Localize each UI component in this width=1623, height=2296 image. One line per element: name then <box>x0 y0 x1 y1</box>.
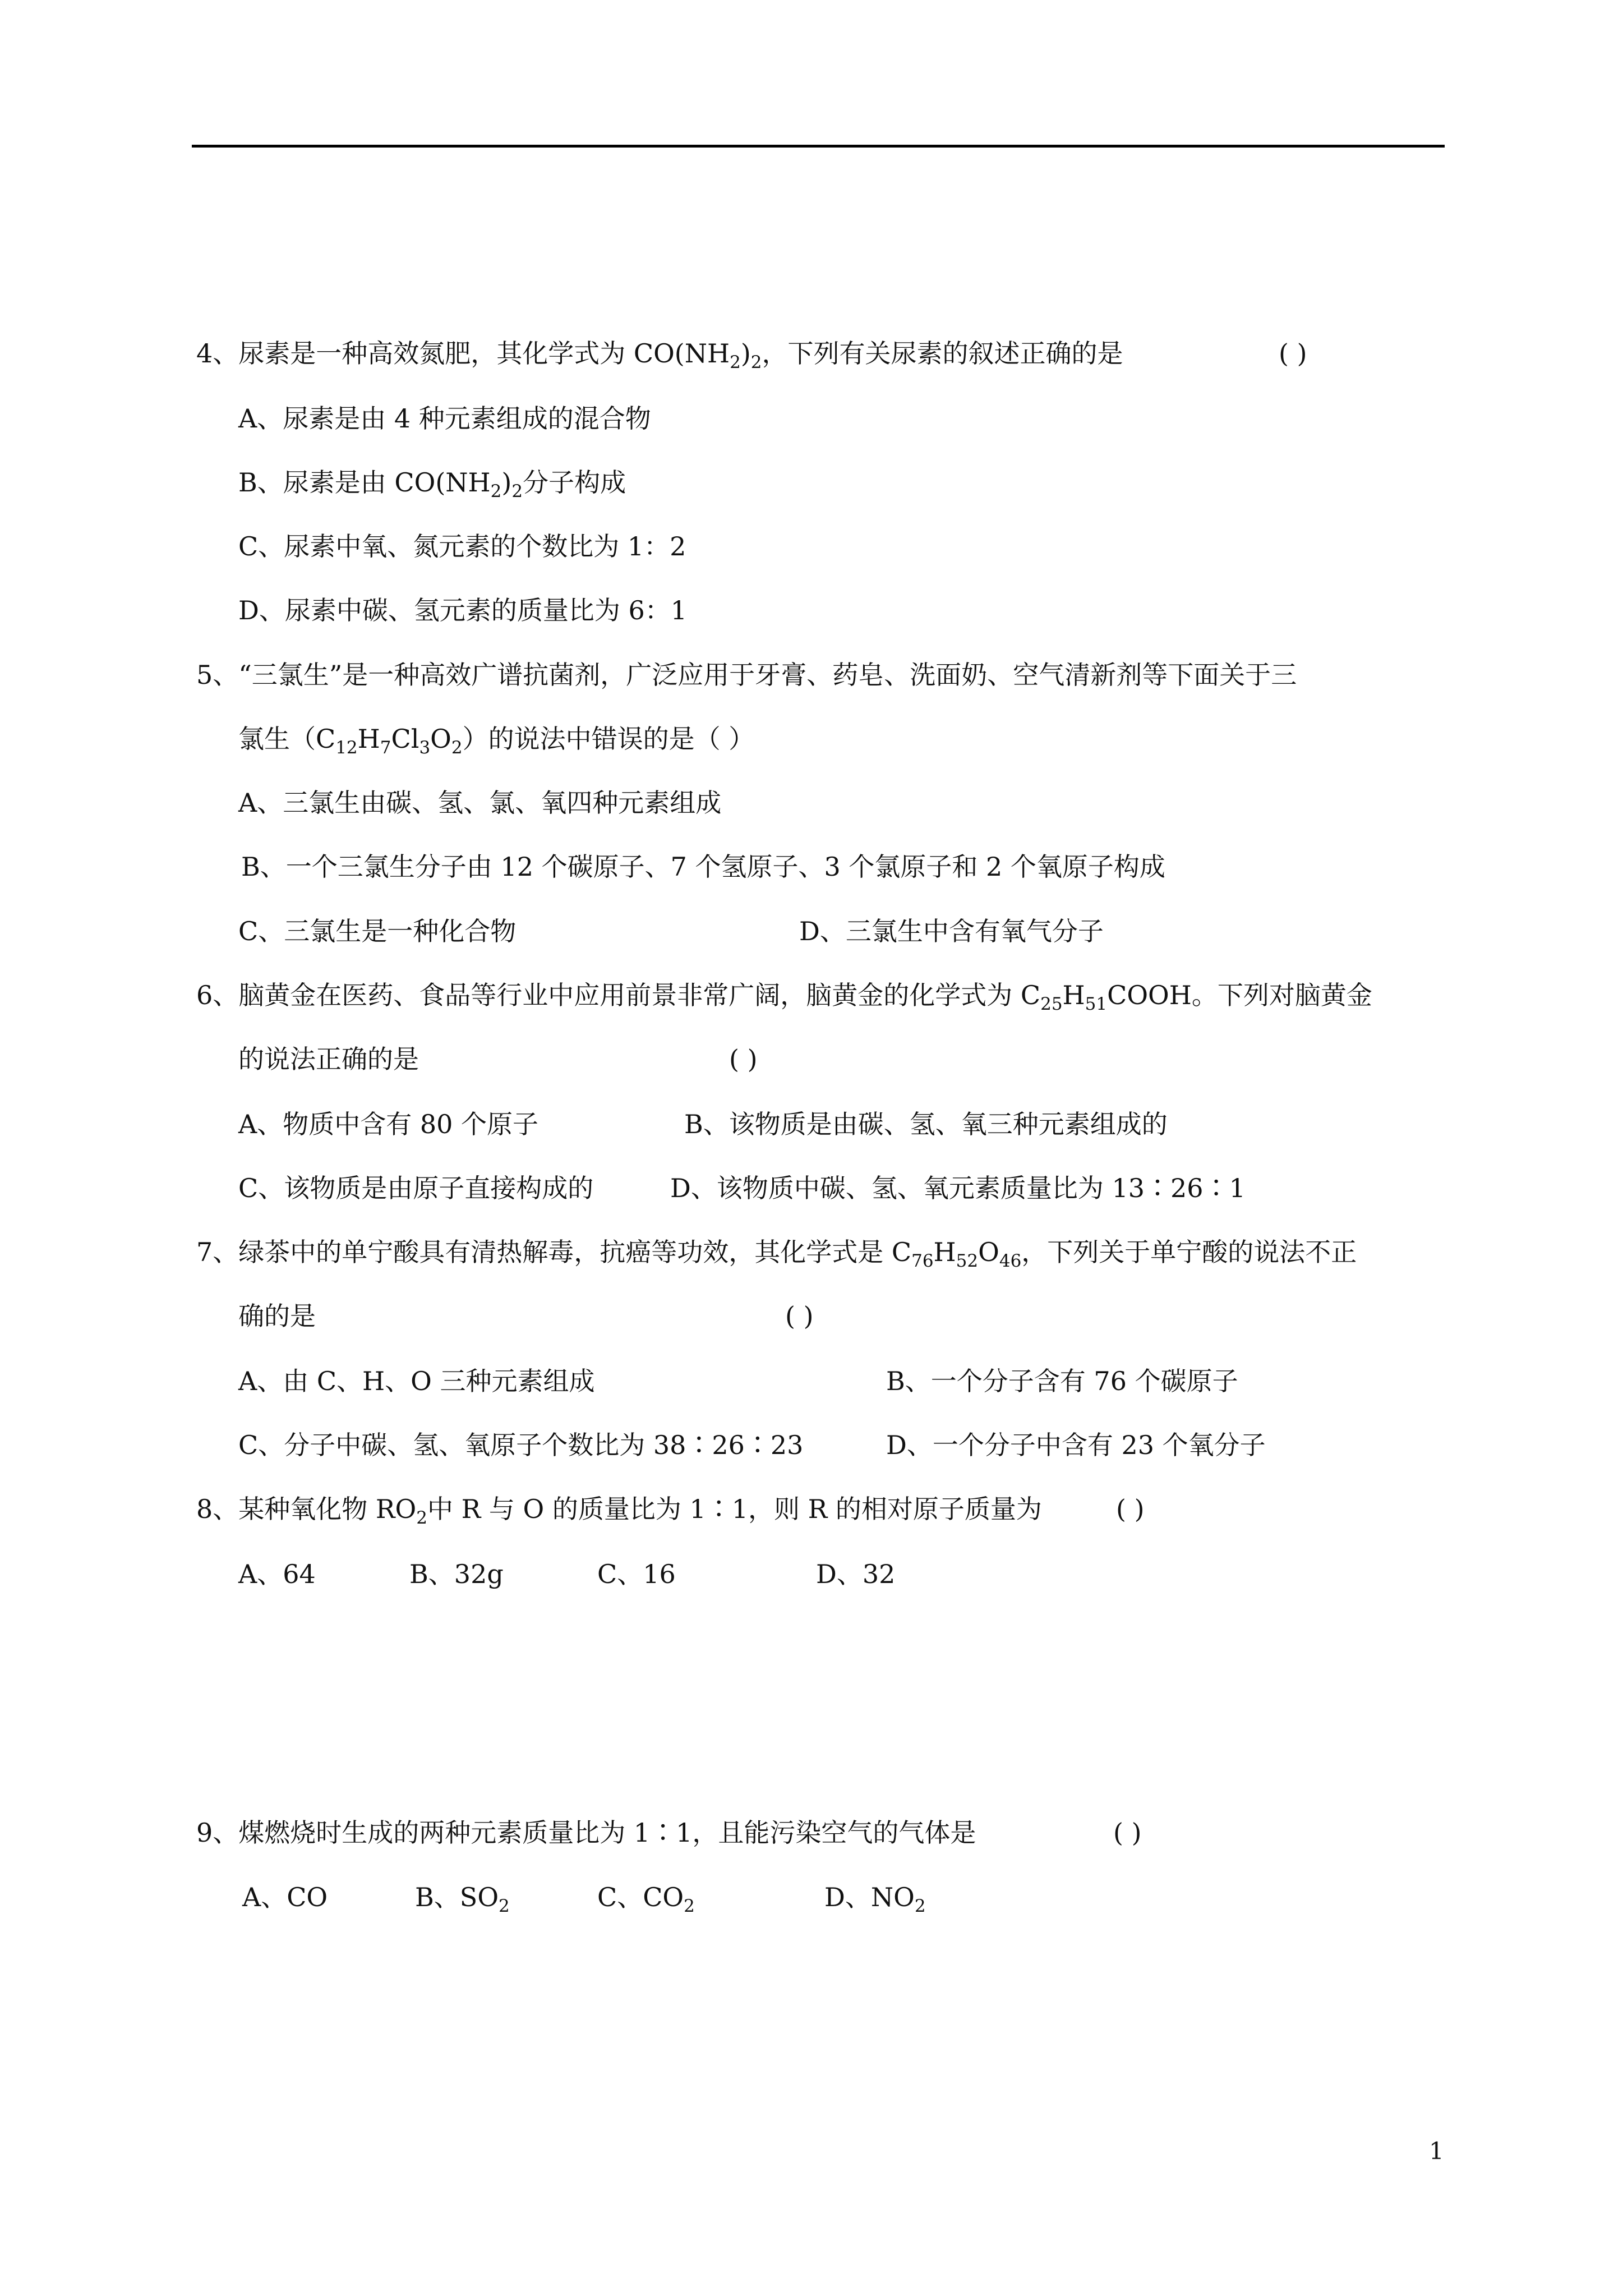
q4-option-b: B、尿素是由 $CO(NH_2)_2$分子构成 <box>238 467 626 501</box>
q7-option-c: C、分子中碳、氢、氧原子个数比为 38∶26∶23 <box>238 1430 804 1460</box>
q8-option-b: B、32g <box>409 1559 504 1589</box>
q5-option-c: C、三氯生是一种化合物 <box>238 916 517 946</box>
q6-stem-line2: 的说法正确的是 <box>238 1044 419 1074</box>
q5-option-d: D、三氯生中含有氧气分子 <box>799 916 1104 946</box>
q8-option-c: C、16 <box>597 1559 676 1589</box>
q8-answer-paren: ( ) <box>1116 1494 1145 1524</box>
q8-stem: 8、某种氧化物 $RO_2$中 R 与 O 的质量比为 1∶1，则 R 的相对原子质量为 <box>196 1494 1042 1528</box>
q6-answer-paren: ( ) <box>729 1044 758 1074</box>
q4-option-d: D、尿素中碳、氢元素的质量比为 6：1 <box>238 595 688 625</box>
q6-option-d: D、该物质中碳、氢、氧元素质量比为 13∶26∶1 <box>670 1173 1246 1203</box>
q4-option-a: A、尿素是由 4 种元素组成的混合物 <box>238 403 651 434</box>
header-rule <box>192 145 1445 148</box>
q7-stem-line2: 确的是 <box>238 1301 316 1331</box>
q7-option-b: B、一个分子含有 76 个碳原子 <box>886 1366 1238 1396</box>
q5-stem-line1: 5、“三氯生”是一种高效广谱抗菌剂，广泛应用于牙膏、药皂、洗面奶、空气清新剂等下面关于三 <box>196 660 1297 690</box>
q5-option-b: B、一个三氯生分子由 12 个碳原子、7 个氢原子、3 个氯原子和 2 个氧原子构成 <box>241 852 1165 882</box>
q9-option-a: A、CO <box>242 1882 328 1912</box>
q7-answer-paren: ( ) <box>785 1301 814 1331</box>
q4-stem: 4、尿素是一种高效氮肥，其化学式为 $CO(NH_2)_2$，下列有关尿素的叙述正确的是 <box>196 338 1123 372</box>
q4-option-c: C、尿素中氧、氮元素的个数比为 1：2 <box>238 531 686 562</box>
q9-option-b: B、$SO_2$ <box>415 1882 510 1916</box>
q9-answer-paren: ( ) <box>1113 1818 1142 1848</box>
q6-option-a: A、物质中含有 80 个原子 <box>238 1109 538 1139</box>
q6-option-b: B、该物质是由碳、氢、氧三种元素组成的 <box>684 1109 1168 1139</box>
page-number: 1 <box>1429 2137 1444 2165</box>
q9-option-c: C、$CO_2$ <box>597 1882 695 1916</box>
q6-stem-line1: 6、脑黄金在医药、食品等行业中应用前景非常广阔，脑黄金的化学式为 $C_{25}H_{51}COOH$。下列对脑黄金 <box>196 980 1372 1014</box>
q5-option-a: A、三氯生由碳、氢、氯、氧四种元素组成 <box>238 788 722 818</box>
q6-option-c: C、该物质是由原子直接构成的 <box>238 1173 594 1203</box>
q8-option-d: D、32 <box>816 1559 896 1589</box>
q8-option-a: A、64 <box>238 1559 316 1589</box>
q7-stem-line1: 7、绿茶中的单宁酸具有清热解毒，抗癌等功效，其化学式是 $C_{76}H_{52}O_{46}$，下列关于单宁酸的说法不正 <box>196 1237 1357 1271</box>
q4-answer-paren: ( ) <box>1279 338 1307 369</box>
q5-stem-line2: 氯生$(C_{12}H_7Cl_3O_2)$的说法中错误的是（ ） <box>238 724 755 758</box>
q7-option-a: A、由 C、H、O 三种元素组成 <box>238 1366 595 1396</box>
q9-stem: 9、煤燃烧时生成的两种元素质量比为 1∶1，且能污染空气的气体是 <box>196 1818 976 1848</box>
q7-option-d: D、一个分子中含有 23 个氧分子 <box>886 1430 1266 1460</box>
q9-option-d: D、$NO_2$ <box>824 1882 926 1916</box>
